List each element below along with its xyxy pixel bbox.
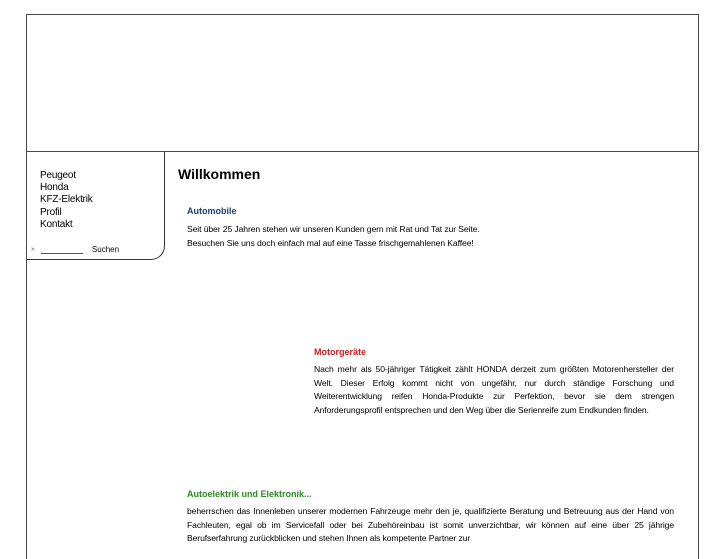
nav-item-honda[interactable]: Honda [40, 182, 69, 194]
nav-item-profil[interactable]: Profil [40, 206, 62, 218]
nav-item-kfz-elektrik[interactable]: KFZ-Elektrik [40, 194, 93, 206]
section-line: Seit über 25 Jahren stehen wir unseren Kunden gern mit Rat und Tat zur Seite. [187, 224, 480, 234]
section-heading-motorgeraete: Motorgeräte [314, 347, 367, 357]
nav-menu [40, 170, 93, 231]
page-title: Willkommen [178, 166, 261, 182]
section-heading-autoelektrik: Autoelektrik und Elektronik... [187, 489, 312, 499]
search-input[interactable] [41, 246, 83, 254]
section-motorgeraete [314, 347, 674, 417]
nav-item-peugeot[interactable]: Peugeot [40, 170, 76, 181]
nav-item-kontakt[interactable]: Kontakt [40, 218, 73, 230]
section-line: Besuchen Sie uns doch einfach mal auf eine Tasse frischgemahlenen Kaffee! [187, 237, 474, 248]
section-text-autoelektrik: beherrschen das Innenleben unserer modernen Fahrzeuge mehr den je, qualifizierte Beratung und Betreuung aus der Hand von Fachleuten, egal ob im Servicefall oder bei Zubehöreinbau ist somit unverzichtbar, wir können auf eine über 25 jährige Berufserfahrung zurückblicken und stehen Ihnen als kompetente Partner zur [187, 506, 674, 544]
search-row [31, 245, 119, 254]
section-automobile [187, 206, 667, 250]
search-button[interactable]: Suchen [91, 245, 120, 254]
header-banner [26, 14, 699, 152]
sidebar [27, 152, 165, 260]
section-autoelektrik [187, 489, 674, 546]
search-bullet-icon: » [31, 246, 35, 253]
section-text-motorgeraete: Nach mehr als 50-jähriger Tätigkeit zählt HONDA derzeit zum größten Motorenhersteller der Welt. Dieser Erfolg kommt nicht von ungefähr, nur durch ständige Forschung und Weiterentwicklung reifen Honda-Produkte zur Perfektion, bevor sie dem strengen Anforderungsprofil entsprechen und den Weg über die Serienreife zum Endkunden finden. [314, 364, 674, 415]
section-heading-automobile: Automobile [187, 206, 237, 216]
